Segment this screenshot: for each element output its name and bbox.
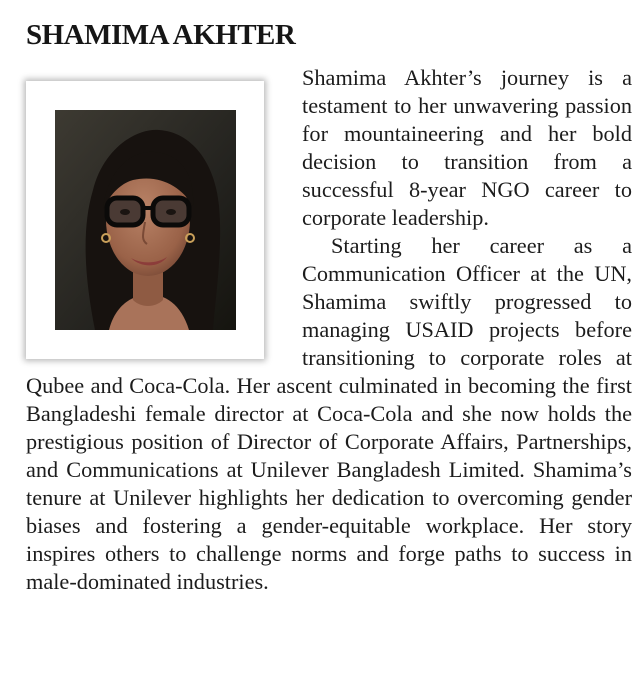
paragraph-career: Starting her career as a Communication Officer at the UN, Shamima swiftly progressed to managing USAID projects before transitioning to corporate roles at Qubee and Coca-Cola. Her ascent culminated in becoming the first Bangladeshi female director at Coca-Cola and she now holds the prestigious position of Director of Corporate Affairs, Partnerships, and Communications at Unilever Bangladesh Limited. Shamima’s tenure at Unilever highlights her dedication to overcoming gender biases and fostering a gender-equitable workplace. Her story inspires others to challenge norms and forge paths to success in male-dominated industries. [26,233,632,594]
portrait-photo [55,110,236,330]
article-title: SHAMIMA AKHTER [26,19,296,51]
article-body [26,64,632,596]
paragraph-intro: Shamima Akhter’s journey is a testament to her unwavering passion for mountaineering and her bold decision to transition from a successful 8-year NGO career to corporate leadership. [302,65,632,230]
portrait-frame [26,81,264,359]
article [26,0,632,596]
